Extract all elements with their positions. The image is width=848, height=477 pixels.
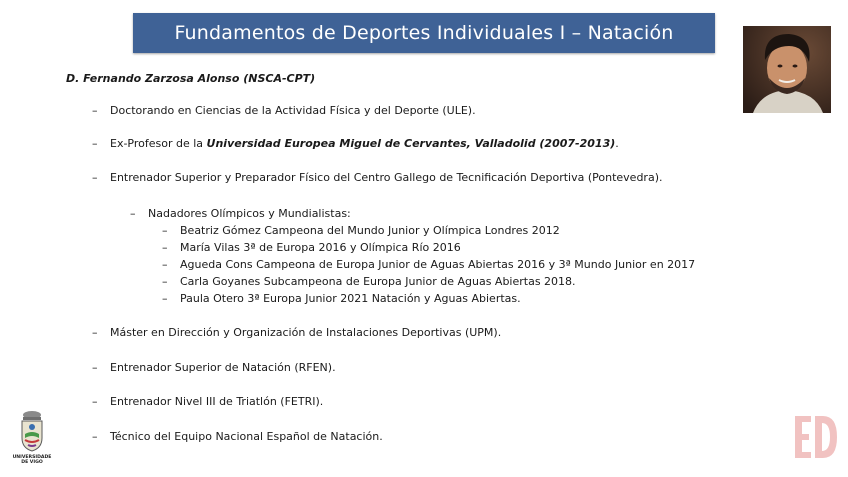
dash-marker: –	[162, 275, 168, 288]
dash-marker: –	[162, 224, 168, 237]
bullet-fetri	[92, 395, 323, 408]
speaker-photo	[743, 26, 831, 113]
swimmer-text: Paula Otero 3ª Europa Junior 2021 Natación y Aguas Abiertas.	[180, 292, 521, 305]
dash-marker: –	[92, 395, 98, 408]
bullet-text-end: .	[615, 137, 619, 150]
swimmer-text: Agueda Cons Campeona de Europa Junior de Aguas Abiertas 2016 y 3ª Mundo Junior en 2017	[180, 258, 696, 271]
dash-marker: –	[162, 292, 168, 305]
page-title: Fundamentos de Deportes Individuales I – Natación	[174, 22, 674, 44]
swimmer-text: Beatriz Gómez Campeona del Mundo Junior y Olímpica Londres 2012	[180, 224, 560, 237]
dash-marker: –	[92, 171, 98, 184]
swimmer-item	[162, 241, 461, 254]
dash-marker: –	[92, 326, 98, 339]
swimmers-heading-text: Nadadores Olímpicos y Mundialistas:	[148, 207, 351, 220]
swimmer-item	[162, 292, 521, 305]
dash-marker: –	[162, 258, 168, 271]
bullet-doctorate	[92, 104, 476, 117]
bullet-text: Técnico del Equipo Nacional Español de Natación.	[110, 430, 383, 443]
bullet-national-team	[92, 430, 383, 443]
bullet-text: Ex-Profesor de la	[110, 137, 207, 150]
bullet-text: Doctorando en Ciencias de la Actividad Física y del Deporte (ULE).	[110, 104, 476, 117]
swimmer-item	[162, 275, 576, 288]
bullet-coach-center	[92, 171, 663, 184]
dash-marker: –	[92, 361, 98, 374]
universidade-de-vigo-logo	[8, 410, 56, 465]
swimmer-text: Carla Goyanes Subcampeona de Europa Junior de Aguas Abiertas 2018.	[180, 275, 576, 288]
faculty-logo	[793, 412, 839, 462]
dash-marker: –	[162, 241, 168, 254]
swimmer-item	[162, 224, 560, 237]
swimmers-heading	[130, 207, 351, 220]
dash-marker: –	[92, 137, 98, 150]
bullet-text: Entrenador Superior y Preparador Físico del Centro Gallego de Tecnificación Deportiva (Pontevedra).	[110, 171, 663, 184]
dash-marker: –	[92, 104, 98, 117]
svg-text:UNIVERSIDADE: UNIVERSIDADE	[12, 455, 52, 460]
title-bar	[133, 13, 715, 53]
author-name: D. Fernando Zarzosa Alonso (NSCA-CPT)	[66, 72, 316, 85]
bullet-text: Entrenador Nivel III de Triatlón (FETRI).	[110, 395, 324, 408]
university-name: Universidad Europea Miguel de Cervantes, Valladolid (2007-2013)	[206, 137, 616, 150]
bullet-ex-professor	[92, 137, 619, 150]
bullet-masters	[92, 326, 501, 339]
svg-text:DE VIGO: DE VIGO	[21, 460, 43, 465]
dash-marker: –	[92, 430, 98, 443]
bullet-text: Entrenador Superior de Natación (RFEN).	[110, 361, 336, 374]
bullet-text: Máster en Dirección y Organización de Instalaciones Deportivas (UPM).	[110, 326, 502, 339]
dash-marker: –	[130, 207, 136, 220]
swimmer-text: María Vilas 3ª de Europa 2016 y Olímpica Río 2016	[180, 241, 461, 254]
bullet-rfen	[92, 361, 336, 374]
swimmer-item	[162, 258, 695, 271]
